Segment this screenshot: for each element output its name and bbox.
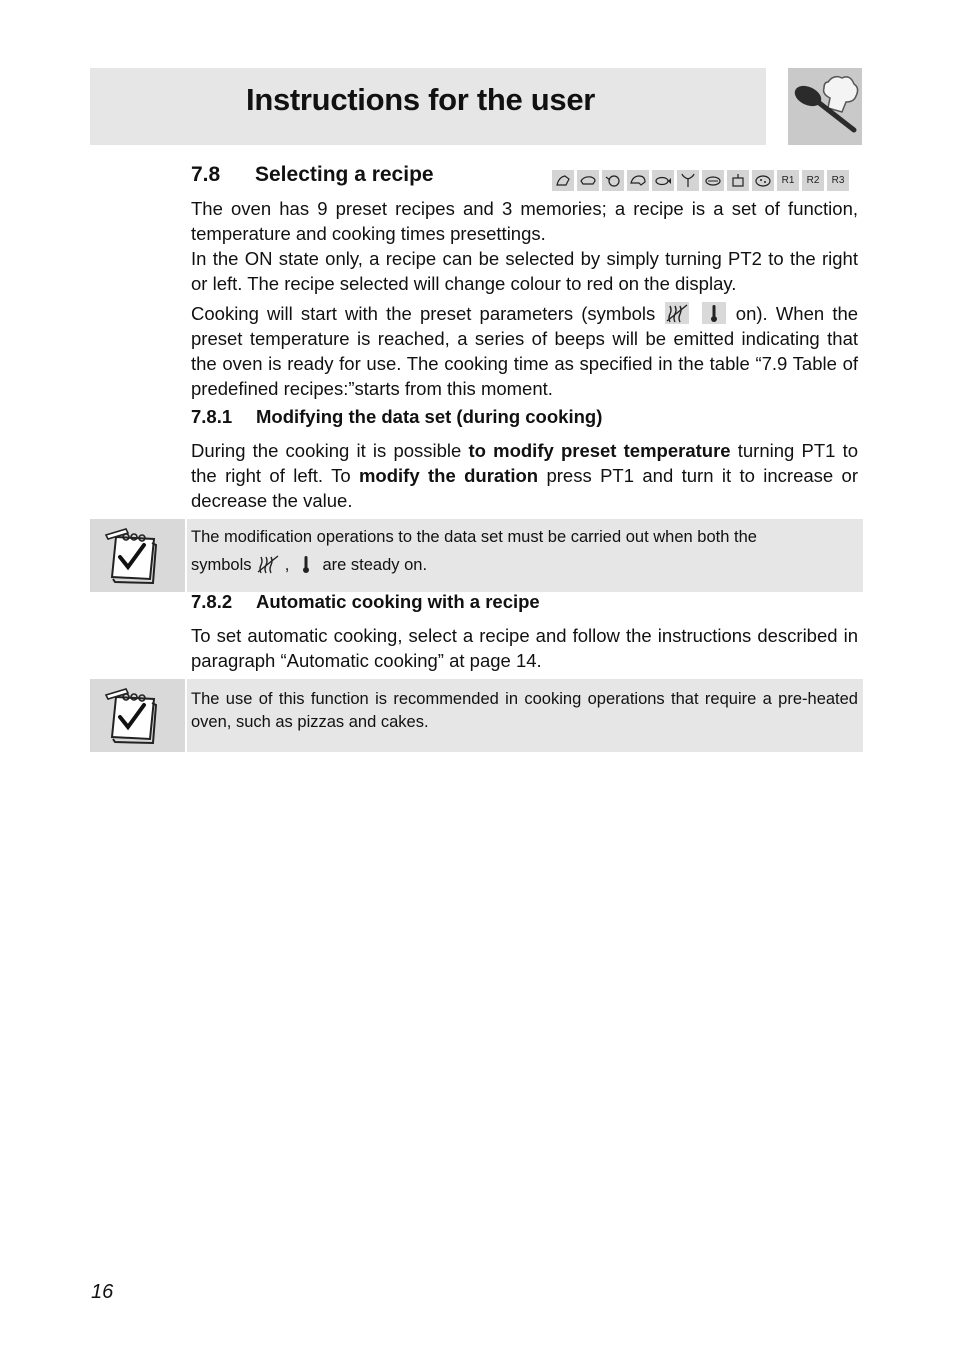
- paragraph-start-before: Cooking will start with the preset parameters (symbols: [191, 303, 656, 324]
- notepad-check-icon: [104, 687, 164, 745]
- fan-heating-icon: [665, 302, 689, 324]
- memory-r3-label: R3: [827, 170, 849, 191]
- thermometer-icon: [294, 553, 318, 575]
- paragraph-start: [191, 301, 858, 401]
- paragraph-selection: In the ON state only, a recipe can be selected by simply turning PT2 to the right or left. The recipe selected will change colour to red on the display.: [191, 248, 858, 294]
- recipe-2-icon: [577, 170, 599, 191]
- recipe-1-icon: [552, 170, 574, 191]
- recipe-3-icon: [602, 170, 624, 191]
- recipe-9-icon: [752, 170, 774, 191]
- note-side-panel: [90, 519, 187, 592]
- page-header: [90, 68, 766, 145]
- note-line-2: [191, 553, 858, 577]
- note-comma: ,: [284, 556, 290, 574]
- subsection-title-1: Modifying the data set (during cooking): [256, 406, 603, 427]
- memory-r2-label: R2: [802, 170, 824, 191]
- recipe-7-icon: [702, 170, 724, 191]
- modify-bold-2: modify the duration: [358, 465, 539, 486]
- memory-r1-label: R1: [777, 170, 799, 191]
- modify-text-1: During the cooking it is possible: [191, 440, 469, 461]
- modify-text-2: turning PT1 to the right of left. To: [191, 440, 859, 486]
- recipe-8-icon: [727, 170, 749, 191]
- page-number: 16: [91, 1281, 114, 1303]
- thermometer-icon: [702, 302, 726, 324]
- note-box-2: [90, 679, 863, 752]
- paragraph-modify: [191, 438, 858, 513]
- recipe-5-icon: [652, 170, 674, 191]
- recipe-6-icon: [677, 170, 699, 191]
- section-heading: [191, 163, 434, 187]
- note-text-2: The use of this function is recommended in cooking operations that require a pre-heated oven, such as pizzas and cakes.: [191, 690, 858, 731]
- note-line-1: The modification operations to the data set must be carried out when both the: [191, 528, 757, 546]
- section-number: 7.8: [191, 163, 221, 186]
- recipe-icons-row: [552, 170, 849, 191]
- modify-bold-1: to modify preset temperature: [468, 440, 731, 461]
- note-symbols-label: symbols: [191, 556, 252, 574]
- section-title: Selecting a recipe: [255, 163, 434, 186]
- note-suffix: are steady on.: [322, 556, 428, 574]
- notepad-check-icon: [104, 527, 164, 585]
- note-box-1: [90, 519, 863, 592]
- paragraph-automatic: To set automatic cooking, select a recipe and follow the instructions described in paragraph “Automatic cooking” at page 14.: [191, 625, 858, 671]
- subsection-heading-2: [191, 591, 540, 613]
- modify-text-3: press PT1 and turn it to increase or decrease the value.: [191, 465, 858, 511]
- note-text-1: [191, 525, 858, 577]
- subsection-number-2: 7.8.2: [191, 591, 233, 612]
- paragraph-intro: The oven has 9 preset recipes and 3 memories; a recipe is a set of function, temperature and cooking times presettings.: [191, 198, 858, 244]
- spoon-chef-hat-icon: [788, 68, 862, 145]
- subsection-number-1: 7.8.1: [191, 406, 233, 427]
- subsection-title-2: Automatic cooking with a recipe: [256, 591, 540, 612]
- fan-heating-icon: [256, 553, 280, 575]
- recipe-4-icon: [627, 170, 649, 191]
- note-side-panel: [90, 679, 187, 752]
- page-title: Instructions for the user: [246, 82, 596, 117]
- subsection-heading-1: [191, 406, 602, 428]
- paragraph-start-after: on). When the preset temperature is reached, a series of beeps will be emitted indicating that the oven is ready for use. The cooking time as specified in the table “7.9 Table of predefined recipes:”starts from this moment.: [191, 303, 859, 399]
